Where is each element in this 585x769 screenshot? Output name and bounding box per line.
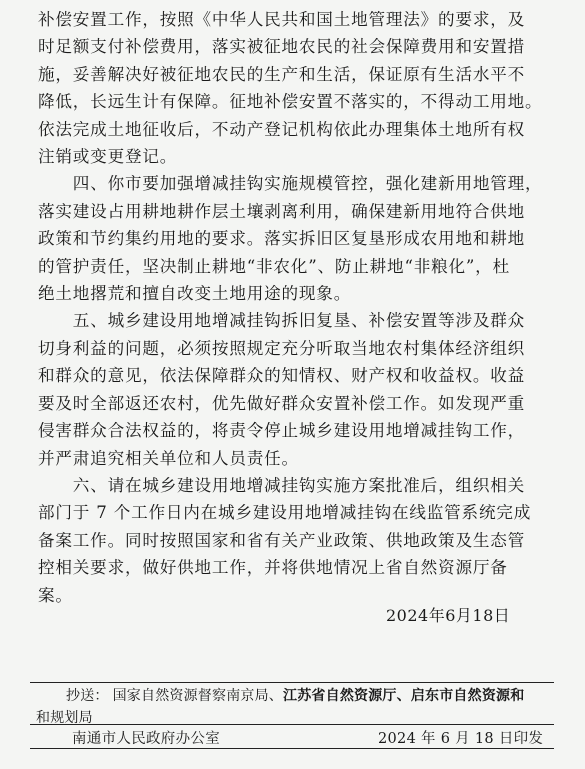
text-line: 切身利益的问题，必须按照规定充分听取当地农村集体经济组织: [38, 338, 526, 358]
paragraph-item-5: [38, 307, 558, 471]
cc-recipient-bold: 江苏省自然资源厅、启东市自然资源和: [283, 688, 525, 704]
text-line: 侵害群众合法权益的，将责令停止城乡建设用地增减挂钩工作，: [38, 421, 526, 441]
text-line: 注销或变更登记。: [38, 147, 178, 167]
text-line: 控相关要求，做好供地工作，并将供地情况上省自然资源厅备: [38, 558, 508, 578]
text-line: 四、你市要加强增减挂钩实施规模管控，强化建新用地管理，: [72, 174, 543, 194]
issuing-office: 南通市人民政府办公室: [72, 731, 220, 747]
text-line: 备案工作。同时按照国家和省有关产业政策、供地政策及生态管: [38, 530, 526, 550]
text-line: 六、请在城乡建设用地增减挂钩实施方案批准后，组织相关: [72, 475, 526, 495]
text-line: 依法完成土地征收后，不动产登记机构依此办理集体土地所有权: [38, 119, 526, 139]
signature-date: 2024年6月18日: [386, 606, 511, 625]
text-line: 案。: [38, 585, 73, 605]
text-line: 补偿安置工作，按照《中华人民共和国土地管理法》的要求，及: [38, 10, 526, 29]
text-line: 政策和节约集约用地的要求。落实拆旧区复垦形成农用地和耕地: [38, 229, 526, 249]
text-line: 绝土地撂荒和擅自改变土地用途的现象。: [38, 284, 352, 304]
text-line: 施，妥善解决好被征地农民的生产和生活，保证原有生活水平不: [38, 64, 526, 84]
text-line: 部门于 7 个工作日内在城乡建设用地增减挂钩在线监管系统完成: [38, 503, 532, 523]
text-line: 要及时全部返还农村，优先做好群众安置补偿工作。如发现严重: [38, 393, 526, 413]
cc-label: 抄送：: [66, 688, 109, 704]
text-line: 时足额支付补偿费用，落实被征地农民的社会保障费用和安置措: [38, 37, 526, 57]
paragraph-item-4: [38, 170, 558, 307]
issue-date: 2024 年 6 月 18 日印发: [378, 731, 544, 747]
text-line: 的管护责任，坚决制止耕地“非农化”、防止耕地“非粮化”，杜: [38, 256, 510, 276]
text-line: 落实建设占用耕地耕作层土壤剥离利用，确保建新用地符合供地: [38, 201, 526, 221]
cc-recipient-continuation: 和规划局: [36, 710, 93, 726]
cc-recipient: 国家自然资源督察南京局、: [112, 688, 284, 704]
footer-bottom-rule: [30, 748, 554, 749]
text-line: 降低，长远生计有保障。征地补偿安置不落实的，不得动工用地。: [38, 92, 543, 112]
text-line: 五、城乡建设用地增减挂钩拆旧复垦、补偿安置等涉及群众: [72, 311, 526, 331]
footer-top-rule: [30, 682, 554, 683]
document-body: [38, 6, 558, 609]
cc-block: [36, 685, 551, 729]
text-line: 并严肃追究相关单位和人员责任。: [38, 448, 299, 468]
text-line: 和群众的意见，依法保障群众的知情权、财产权和收益权。收益: [38, 366, 526, 386]
footer-middle-rule: [30, 724, 554, 725]
paragraph-item-6: [38, 472, 558, 609]
paragraph-continuation: [38, 6, 558, 170]
